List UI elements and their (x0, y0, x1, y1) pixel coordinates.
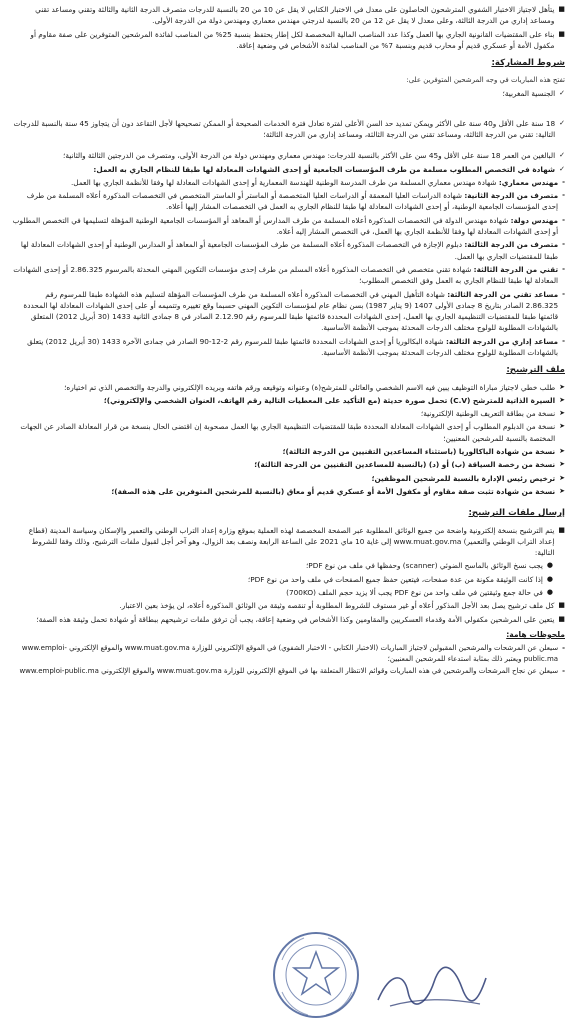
grade-text: شهادة البكالوريا أو إحدى الشهادات المحددة قائمتها طبقا للمرسوم رقم 2-12-90 الصادر في جمادى الآخرة 1433 (30 أبريل 2012) يتعلق بالشهادات المطلوبة للولوج مختلف الدرجات المحدثة بموجب الأنظمة الأساسية. (27, 336, 559, 357)
signature-icon (370, 962, 490, 1012)
dash-marker: - (562, 215, 565, 224)
check-icon: ✓ (559, 151, 565, 160)
notes-title: ملحوظات هامة: (506, 629, 565, 639)
arrow-icon: ➤ (559, 486, 565, 495)
notes-section (12, 629, 565, 677)
intro-bullet (12, 4, 565, 27)
section-title-conditions: شروط المشاركة: (491, 58, 565, 69)
send-paragraph: ■ يتعين على المرشحين مكفولي الأمة وقدماء العسكريين والمقاومين وكذا الأشخاص في وضعية إعاقة، يجب أن ترفق ملفات ترشيحهم ببطاقة أو شهادة تحمل وثيقة هذه الصفة؛ (36, 614, 565, 624)
dash-marker: - (562, 667, 565, 676)
check-icon: ✓ (559, 164, 565, 173)
grade-name: متصرف من الدرجة الثانية: (464, 191, 559, 201)
dash-marker: - (562, 240, 565, 249)
intro-bullet (12, 29, 565, 52)
file-item: ➤ نسخة من الدبلوم المطلوب أو إحدى الشهادات المعادلة المحددة طبقا للمقتضيات التنظيمية الجاري بها العمل مصحوبة إن اقتضى الحال بنسخة من قرار المعادلة الصادر عن الجهات المختصة بالنسبة للمرشحين المعنيين؛ (20, 422, 565, 443)
grade-text: شهادة الدراسات العليا المعمقة أو الدراسات العليا المتخصصة أو الماستر أو الماستر المتخصص في التخصصات المذكورة أعلاه المسلمة من طرف إحدى المؤسسات الجامعية الوطنية، أو إحدى الشهادات المعادلة لها طبقا للنظام الجاري به العمل في التخصصات المشار إليها أعلاه. (26, 191, 559, 212)
section-title-send: إرسال ملفات الترشيح: (468, 508, 565, 519)
arrow-icon: ➤ (559, 460, 565, 469)
arrow-icon: ➤ (559, 395, 565, 404)
grade-item (12, 239, 565, 262)
grade-item (12, 177, 565, 188)
bullet-marker: ● (546, 561, 553, 570)
send-paragraph: ■ كل ملف ترشيح يصل بعد الأجل المذكور أعلاه أو غير مستوف للشروط المطلوبة أو تنقصه وثيقة من الوثائق المذكورة أعلاه، لن يؤخذ بعين الاعتبار. (119, 601, 565, 611)
grade-text: شهادة التأهيل المهني في التخصصات المذكورة أعلاه المسلمة من طرف المؤسسات المؤهلة لتسليم هذه الشهادة طبقا للمرسوم رقم 2.86.325 الصادر بتاريخ 8 جمادى الأولى 1407 (9 يناير 1987) بسن نظام عام لمؤسسات التكوين المهني حسبما وقع تغييره وتتميمه أو على إحدى الشهادات المعادلة لها المحددة قائمتها طبقا للمقتضيات التنظيمية الجاري بها العمل، إحدى الشهادات المحددة قائمتها طبقا للمرسوم رقم 2.12.90 الصادر في 8 جمادى الثانية 1433 (30 أبريل 2012) المتعلق بالشهادات المطلوبة للولوج مختلف الدرجات المحدثة بموجب الأنظمة الأساسية. (23, 289, 559, 333)
grade-text: شهادة مهندس معماري المسلمة من طرف المدرسة الوطنية للهندسة المعمارية أو إحدى الشهادات المعادلة لها وفقا للأنظمة الجاري بها العمل. (70, 177, 497, 187)
arrow-icon: ➤ (559, 409, 565, 418)
dash-marker: - (562, 264, 565, 273)
section-title-file: ملف الترشيح: (506, 365, 565, 376)
grade-item (12, 215, 565, 238)
condition-item: ✓ البالغين من العمر 18 سنة على الأقل و45 سن على الأكثر بالنسبة للدرجات: مهندس معماري ومهندس دولة من الدرجة الأولى، ومتصرف من الدرجتين الثالثة والثانية؛ (63, 151, 565, 161)
grade-item (12, 289, 565, 334)
send-bullet: ● يجب نسخ الوثائق بالماسح الضوئي (scanner) وحفظها في ملف من نوع PDF؛ (305, 561, 553, 571)
send-bullet: ● إذا كانت الوثيقة مكونة من عدة صفحات، فيتعين حفظ جميع الصفحات في ملف واحد من نوع PDF؛ (247, 574, 553, 584)
condition-item: ✓ الجنسية المغربية؛ (502, 89, 565, 99)
file-item: ➤ السيرة الذاتية للمترشح (C.V) تحمل صورة حديثة (مع التأكيد على المعطيات التالية رقم الهاتف، العنوان الشخصي والإلكتروني)؛ (103, 395, 565, 405)
file-item: ➤ نسخة من شهادة الباكالوريا (باستثناء المساعدين التقنيين من الدرجة الثالثة)؛ (282, 447, 565, 457)
check-icon: ✓ (559, 89, 565, 98)
grade-text: شهادة تقني متخصص في التخصصات المذكورة أعلاه المسلم من طرف إحدى مؤسسات التكوين المهني المحدثة بالمرسوم 2.86.325 أو إحدى الشهادات المعادلة لها طبقا للنظام الجاري به العمل وفق التخصص المطلوب؛ (13, 264, 559, 286)
conditions-lead: تفتح هذه المباريات في وجه المرشحين المتوفرين على: (406, 75, 565, 84)
send-paragraph: ■ يتم الترشيح بنسخة إلكترونية واضحة من جميع الوثائق المطلوبة عبر الصفحة المخصصة لهذه العملية بموقع وزارة إعداد التراب الوطني والتعمير والإسكان وسياسة المدينة (قطاع إعداد التراب الوطني والتعمير) www.muat.gov.ma إلى غاية 10 ماي 2021 على الساعة الرابعة ونصف بعد الزوال، وهو آخر أجل لقبول ملفات الترشيح، وذلك وفقا للشروط التالية: (28, 525, 565, 558)
intro-paragraph-2: بناء على المقتضيات القانونية الجاري بها العمل وكذا عدد المناصب المالية المخصصة لكل إطار يحتفظ بنسبة 25% من المناصب لفائدة المرشحين المتوفرين على صفة مقاوم أو مكفول الأمة أو عسكري قديم أو محارب قديم وبنسبة 7% من المناصب لفائدة الأشخاص في وضعية إعاقة. (30, 29, 555, 50)
intro-paragraph-1: يتأهل لاجتياز الاختبار الشفوي المترشحون الحاصلون على معدل في الاختبار الكتابي لا يقل عن 10 من 20 بالنسبة للدرجات متصرف الدرجة الثانية والثالثة وتقني ومساعد تقني ومساعد إداري من الدرجة الثالثة، وعلى معدل لا يقل عن 12 من 20 بالنسبة لدرجتي مهندس معماري ومهندس دولة من الدرجة الأولى. (35, 5, 555, 26)
arrow-icon: ➤ (559, 382, 565, 391)
arrow-icon: ➤ (559, 473, 565, 482)
grade-item (12, 264, 565, 287)
bullet-marker: ■ (558, 601, 565, 610)
bullet-marker: ■ (558, 614, 565, 623)
bullet-marker: ■ (558, 29, 565, 38)
file-item: ➤ نسخة من بطاقة التعريف الوطنية الإلكترونية؛ (420, 409, 565, 419)
grade-name: مساعد إداري من الدرجة الثالثة: (445, 336, 559, 346)
note-item: - سيعلن عن المرشحات والمرشحين المقبولين لاجتياز المباريات (الاختبار الكتابي - الاختبار الشفوي) في الموقع الإلكتروني للوزارة www.muat.gov.ma والموقع الإلكتروني www.emploi-public.ma ويعتبر ذلك بمثابة استدعاء للمرشحين المعنيين؛ (21, 643, 565, 663)
ministry-stamp-icon (268, 930, 364, 1020)
arrow-icon: ➤ (559, 422, 565, 431)
grade-item (12, 190, 565, 213)
dash-marker: - (562, 289, 565, 298)
dash-marker: - (562, 177, 565, 186)
note-item: - سيعلن عن نجاح المرشحات والمرشحين في هذه المباريات وقوائم الانتظار المتعلقة بها في الموقع الإلكتروني للوزارة www.muat.gov.ma والموقع الإلكتروني www.emploi-public.ma (19, 667, 565, 676)
arrow-icon: ➤ (559, 447, 565, 456)
grade-name: مهندس دولة: (510, 215, 559, 225)
bullet-marker: ■ (558, 5, 565, 13)
dash-marker: - (562, 191, 565, 200)
grade-text: دبلوم الإجازة في التخصصات المذكورة أعلاه المسلمة من طرف المؤسسات الجامعية أو المعاهد أو المدارس الوطنية أو إحدى الشهادات المعادلة لها طبقا للمقتضيات الجاري بها العمل. (20, 240, 559, 261)
file-item: ➤ ترخيص رئيس الإدارة بالنسبة للمرشحين الموظفين؛ (371, 473, 565, 483)
grade-name: متصرف من الدرجة الثالثة: (464, 240, 559, 250)
bullet-marker: ● (546, 574, 553, 583)
dash-marker: - (562, 336, 565, 345)
grade-name: مهندس معماري: (498, 177, 559, 187)
grade-name: مساعد تقني من الدرجة الثالثة: (447, 289, 559, 299)
bullet-marker: ■ (558, 525, 565, 534)
grade-item (12, 336, 565, 359)
file-item: ➤ نسخة من شهادة تثبت صفة مقاوم أو مكفول الأمة أو عسكري قديم أو معاق (بالنسبة للمرشحين المتوفرين على هذه الصفة)؛ (111, 486, 565, 496)
bullet-marker: ● (546, 588, 553, 597)
file-item: ➤ نسخة من رخصة السياقة (ب) أو (د) (بالنسبة للمساعدين التقنيين من الدرجة الثالثة)؛ (254, 460, 565, 470)
send-bullet: ● في حالة جمع وثيقتين في ملف واحد من نوع PDF يجب ألا يزيد حجم الملف (700KO) (286, 588, 553, 598)
check-icon: ✓ (559, 118, 565, 127)
file-item: ➤ طلب خطي لاجتياز مباراة التوظيف يبين فيه الاسم الشخصي والعائلي للمترشح(ة) وعنوانه وتوقيعه ورقم هاتفه وبريده الإلكتروني والدرجة والتخصص الذي تم اختياره؛ (64, 382, 565, 392)
condition-item: ✓ 18 سنة على الأقل و40 سنة على الأكثر ويمكن تمديد حد السن الأعلى لفترة تعادل فترة الخدمات الصحيحة أو الممكن تصحيحها لأجل التقاعد دون أن يتجاوز 45 سنة بالنسبة للدرجات التالية: تقني من الدرجة الثالثة، ومساعد تقني من الدرجة الثالثة، ومساعد إداري من الدرجة الثالثة؛ (13, 118, 565, 139)
grade-name: تقني من الدرجة الثالثة: (473, 264, 559, 274)
dash-marker: - (562, 643, 565, 652)
condition-item: ✓ شهادة في التخصص المطلوب مسلمة من طرف المؤسسات الجامعية أو إحدى الشهادات المعادلة لها طبقا للنظام الجاري به العمل: (93, 164, 565, 174)
grade-text: شهادة مهندس الدولة في التخصصات المذكورة أعلاه المسلمة من طرف المدارس أو المعاهد أو المؤسسات الجامعية الوطنية المؤهلة لتسليمها في التخصص المطلوب أو إحدى الشهادات المعادلة لها وفقا للأنظمة الجاري بها العمل، في التخصص المشار إليه أعلاه. (12, 215, 559, 237)
